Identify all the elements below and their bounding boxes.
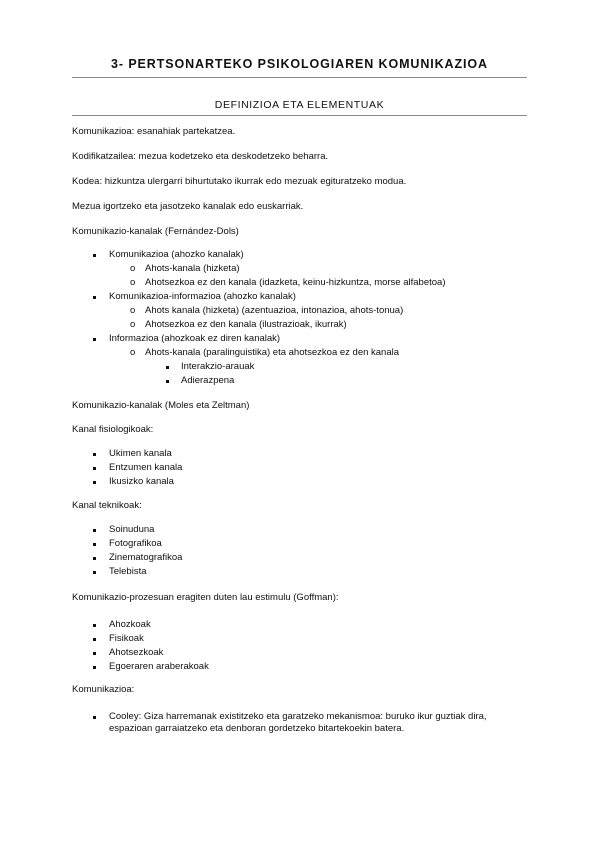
bullet-square-icon <box>93 529 96 532</box>
bullet-square-icon <box>166 380 169 383</box>
bullet-square-icon <box>93 481 96 484</box>
list-item: Ahozkoak <box>109 619 151 630</box>
list-item: Ahotsezkoa ez den kanala (ilustrazioak, ikurrak) <box>145 319 347 330</box>
list-item: Komunikazioa (ahozko kanalak) <box>109 249 244 260</box>
bullet-square-icon <box>93 666 96 669</box>
list-item: Ahots-kanala (hizketa) <box>145 263 240 274</box>
bullet-square-icon <box>93 296 96 299</box>
bullet-square-icon <box>93 338 96 341</box>
list-item: Ukimen kanala <box>109 448 172 459</box>
paragraph: Komunikazioa: esanahiak partekatzea. <box>72 126 236 137</box>
section-heading: Komunikazioa: <box>72 684 135 695</box>
list-item: Fotografikoa <box>109 538 162 549</box>
list-item: Komunikazioa-informazioa (ahozko kanalak) <box>109 291 296 302</box>
section-heading: Komunikazio-kanalak (Moles eta Zeltman) <box>72 400 250 411</box>
list-item: Ahots kanala (hizketa) (azentuazioa, intonazioa, ahots-tonua) <box>145 305 404 316</box>
section-heading: Kanal fisiologikoak: <box>72 424 154 435</box>
bullet-square-icon <box>93 571 96 574</box>
bullet-square-icon <box>93 467 96 470</box>
list-item: Informazioa (ahozkoak ez diren kanalak) <box>109 333 281 344</box>
bullet-square-icon <box>93 453 96 456</box>
section-subtitle: DEFINIZIOA ETA ELEMENTUAK <box>214 99 385 111</box>
list-item: Soinuduna <box>109 524 155 535</box>
section-heading: Kanal teknikoak: <box>72 500 142 511</box>
bullet-circle-icon: o <box>130 263 136 274</box>
page-title: 3- PERTSONARTEKO PSIKOLOGIAREN KOMUNIKAZIOA <box>111 57 488 71</box>
bullet-square-icon <box>93 543 96 546</box>
list-item: Fisikoak <box>109 633 144 644</box>
paragraph: Kodifikatzailea: mezua kodetzeko eta deskodetzeko beharra. <box>72 151 329 162</box>
list-item: Ahotsezkoak <box>109 647 164 658</box>
list-item: Egoeraren araberakoak <box>109 661 209 672</box>
list-item: Entzumen kanala <box>109 462 183 473</box>
bullet-circle-icon: o <box>130 347 136 358</box>
list-item: Cooley: Giza harremanak existitzeko eta garatzeko mekanismoa: buruko ikur guztiak dira, <box>109 711 487 722</box>
title-rule <box>72 77 527 78</box>
subtitle-rule <box>72 115 527 116</box>
list-item: Telebista <box>109 566 147 577</box>
bullet-square-icon <box>93 557 96 560</box>
list-item: Ahots-kanala (paralinguistika) eta ahotsezkoa ez den kanala <box>145 347 400 358</box>
bullet-square-icon <box>93 624 96 627</box>
list-item: Zinematografikoa <box>109 552 183 563</box>
bullet-square-icon <box>93 638 96 641</box>
list-item: Interakzio-arauak <box>181 361 255 372</box>
bullet-square-icon <box>93 652 96 655</box>
list-item-continuation: espazioan garraiatzeko eta denboran gordetzeko bitartekoekin batera. <box>109 723 405 734</box>
bullet-square-icon <box>93 716 96 719</box>
paragraph: Komunikazio-kanalak (Fernández-Dols) <box>72 226 239 237</box>
list-item: Ikusizko kanala <box>109 476 174 487</box>
list-item: Adierazpena <box>181 375 235 386</box>
bullet-circle-icon: o <box>130 305 136 316</box>
bullet-square-icon <box>93 254 96 257</box>
bullet-circle-icon: o <box>130 277 136 288</box>
bullet-circle-icon: o <box>130 319 136 330</box>
paragraph: Kodea: hizkuntza ulergarri bihurtutako ikurrak edo mezuak egituratzeko modua. <box>72 176 407 187</box>
paragraph: Mezua igortzeko eta jasotzeko kanalak edo euskarriak. <box>72 201 304 212</box>
list-item: Ahotsezkoa ez den kanala (idazketa, keinu-hizkuntza, morse alfabetoa) <box>145 277 446 288</box>
section-heading: Komunikazio-prozesuan eragiten duten lau estimulu (Goffman): <box>72 592 339 603</box>
bullet-square-icon <box>166 366 169 369</box>
